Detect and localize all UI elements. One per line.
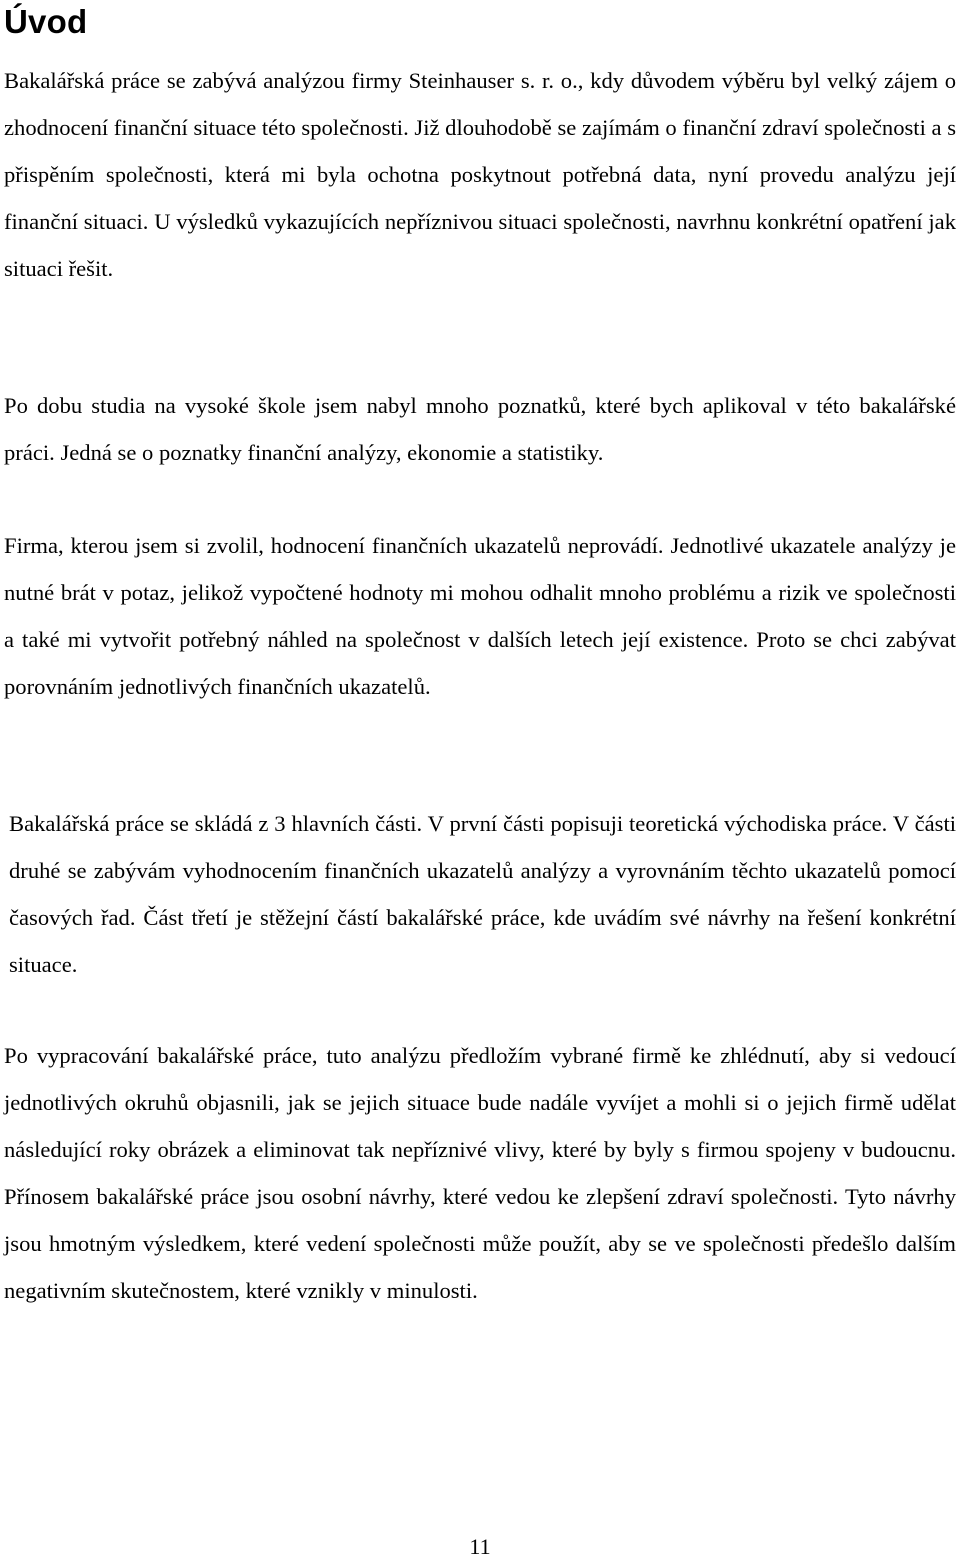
paragraph-studies: Po dobu studia na vysoké škole jsem nabyl mnoho poznatků, které bych aplikoval v této bakalářské práci. Jedná se o poznatky finanční analýzy, ekonomie a statistiky. xyxy=(4,393,956,465)
paragraph-intro: Bakalářská práce se zabývá analýzou firmy Steinhauser s. r. o., kdy důvodem výběru byl velký zájem o zhodnocení finanční situace této společnosti. Již dlouhodobě se zajímám o finanční zdraví společnosti a s přispěním společnosti, která mi byla ochotna poskytnout potřebná data, nyní provedu analýzu její finanční situaci. U výsledků vykazujících nepříznivou situaci společnosti, navrhnu konkrétní opatření jak situaci řešit. xyxy=(4,68,956,281)
paragraph-structure: Bakalářská práce se skládá z 3 hlavních části. V první části popisuji teoretická východiska práce. V části druhé se zabývám vyhodnocením finančních ukazatelů analýzy a vyrovnáním těchto ukazatelů pomocí časových řad. Část třetí je stěžejní částí bakalářské práce, kde uvádím své návrhy na řešení konkrétní situace. xyxy=(9,811,956,977)
section-heading: Úvod xyxy=(4,3,88,40)
page-number: 11 xyxy=(469,1534,491,1559)
paragraph-indicators: Firma, kterou jsem si zvolil, hodnocení finančních ukazatelů neprovádí. Jednotlivé ukazatele analýzy je nutné brát v potaz, jelikož vypočtené hodnoty mi mohou odhalit mnoho problému a rizik ve společnosti a také mi vytvořit potřebný náhled na společnost v dalších letech její existence. Proto se chci zabývat porovnáním jednotlivých finančních ukazatelů. xyxy=(4,533,956,699)
paragraph-outcome: Po vypracování bakalářské práce, tuto analýzu předložím vybrané firmě ke zhlédnutí, aby si vedoucí jednotlivých okruhů objasnili, jak se jejich situace bude nadále vyvíjet a mohli si o jejich firmě udělat následující roky obrázek a eliminovat tak nepříznivé vlivy, které by byly s firmou spojeny v budoucnu. Přínosem bakalářské práce jsou osobní návrhy, které vedou ke zlepšení zdraví společnosti. Tyto návrhy jsou hmotným výsledkem, které vedení společnosti může použít, aby se ve společnosti předešlo dalším negativním skutečnostem, které vznikly v minulosti. xyxy=(4,1043,956,1303)
